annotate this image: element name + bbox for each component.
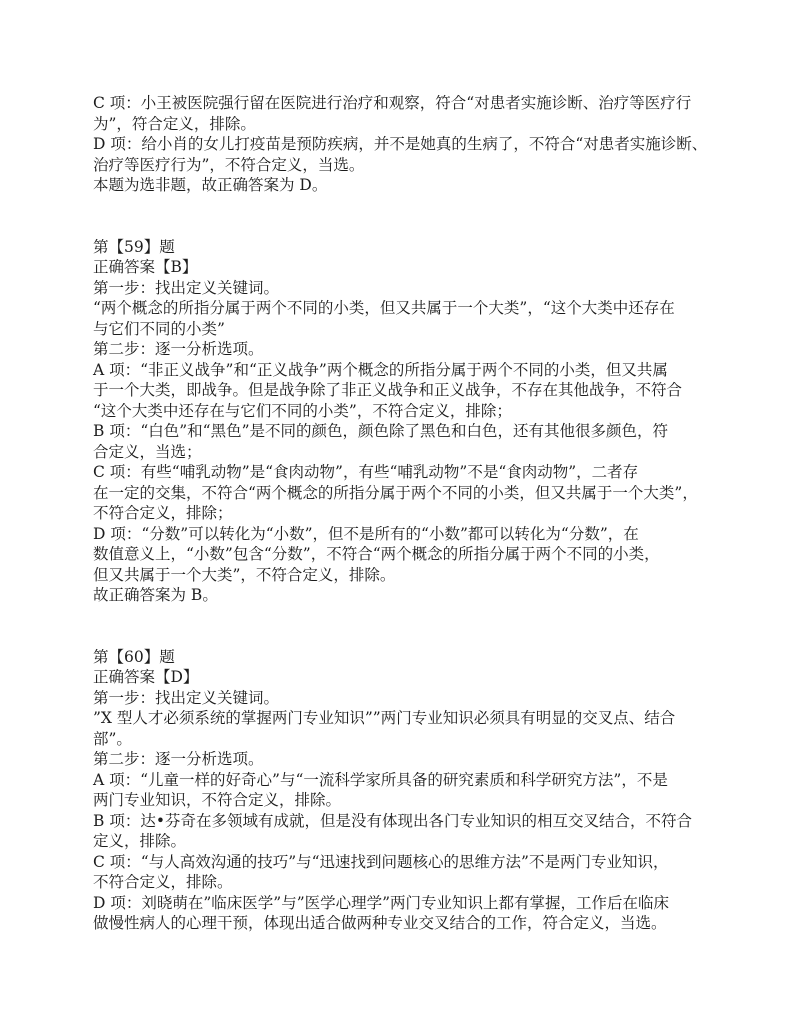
section-gap bbox=[93, 196, 717, 237]
paragraph-line: D 项：“分数”可以转化为“小数”，但不是所有的“小数”都可以转化为“分数”，在 bbox=[93, 524, 639, 543]
paragraph-line: D 项：给小肖的女儿打疫苗是预防疾病，并不是她真的生病了，不符合“对患者实施诊断、 bbox=[93, 135, 708, 153]
correct-answer: 正确答案【B】 bbox=[93, 258, 198, 276]
paragraph-line: D 项：刘晓萌在”临床医学”与”医学心理学”两门专业知识上都有掌握，工作后在临床 bbox=[93, 893, 670, 912]
conclusion-line: 故正确答案为 B。 bbox=[93, 586, 218, 604]
paragraph-line: 治疗等医疗行为”，不符合定义，当选。 bbox=[93, 155, 365, 174]
paragraph-line: 不符合定义，排除； bbox=[93, 504, 233, 522]
paragraph-line: C 项：有些“哺乳动物”是“食肉动物”，有些“哺乳动物”不是“食肉动物”，二者存 bbox=[93, 463, 639, 481]
paragraph-line: B 项：“白色”和“黑色”是不同的颜色，颜色除了黑色和白色，还有其他很多颜色，符 bbox=[93, 422, 669, 440]
paragraph-line: 第一步：找出定义关键词。 bbox=[93, 278, 280, 297]
question-title: 第【60】题 bbox=[93, 647, 175, 666]
paragraph-line: 与它们不同的小类” bbox=[93, 319, 225, 338]
paragraph-line: A 项：“非正义战争”和“正义战争”两个概念的所指分属于两个不同的小类，但又共属 bbox=[93, 360, 668, 379]
paragraph-line: C 项：“与人高效沟通的技巧”与“迅速找到问题核心的思维方法”不是两门专业知识， bbox=[93, 852, 669, 871]
paragraph-line: 不符合定义，排除。 bbox=[93, 873, 233, 891]
paragraph-line: ”X 型人才必须系统的掌握两门专业知识””两门专业知识必须具有明显的交叉点、结合 bbox=[93, 709, 676, 727]
correct-answer: 正确答案【D】 bbox=[93, 668, 199, 686]
paragraph-line: 做慢性病人的心理干预，体现出适合做两种专业交叉结合的工作，符合定义，当选。 bbox=[93, 914, 667, 932]
question-59-section bbox=[93, 237, 717, 606]
paragraph-line: 两门专业知识，不符合定义，排除。 bbox=[93, 791, 342, 809]
question-60-section bbox=[93, 647, 717, 934]
paragraph-line: 合定义，当选； bbox=[93, 442, 202, 461]
paragraph-line: “两个概念的所指分属于两个不同的小类，但又共属于一个大类”，“这个大类中还存在 bbox=[93, 299, 675, 317]
section-gap bbox=[93, 606, 717, 647]
question-title: 第【59】题 bbox=[93, 237, 175, 256]
paragraph-line: 为”，符合定义，排除。 bbox=[93, 114, 256, 133]
paragraph-line: 部”。 bbox=[93, 729, 132, 748]
paragraph-line: “这个大类中还存在与它们不同的小类”，不符合定义，排除； bbox=[93, 401, 512, 420]
paragraph-line: 第二步：逐一分析选项。 bbox=[93, 340, 264, 358]
paragraph-line: C 项：小王被医院强行留在医院进行治疗和观察，符合“对患者实施诊断、治疗等医疗行 bbox=[93, 94, 692, 112]
conclusion-line: 本题为选非题，故正确答案为 D。 bbox=[93, 176, 328, 194]
paragraph-line: 于一个大类，即战争。但是战争除了非正义战争和正义战争，不存在其他战争，不符合 bbox=[93, 381, 683, 399]
paragraph-line: 在一定的交集，不符合“两个概念的所指分属于两个不同的小类，但又共属于一个大类”， bbox=[93, 483, 698, 502]
paragraph-line: 第一步：找出定义关键词。 bbox=[93, 688, 280, 707]
document-body bbox=[93, 93, 717, 934]
paragraph-line: 数值意义上，“小数”包含“分数”，不符合“两个概念的所指分属于两个不同的小类， bbox=[93, 545, 660, 563]
paragraph-line: A 项：“儿童一样的好奇心”与“一流科学家所具备的研究素质和科学研究方法”，不是 bbox=[93, 770, 668, 789]
paragraph-line: 但又共属于一个大类”，不符合定义，排除。 bbox=[93, 565, 396, 584]
paragraph-line: 定义，排除。 bbox=[93, 832, 187, 850]
paragraph-line: 第二步：逐一分析选项。 bbox=[93, 750, 264, 768]
paragraph-line: B 项：达•芬奇在多领域有成就，但是没有体现出各门专业知识的相互交叉结合，不符合 bbox=[93, 811, 692, 830]
previous-question-analysis bbox=[93, 93, 717, 196]
